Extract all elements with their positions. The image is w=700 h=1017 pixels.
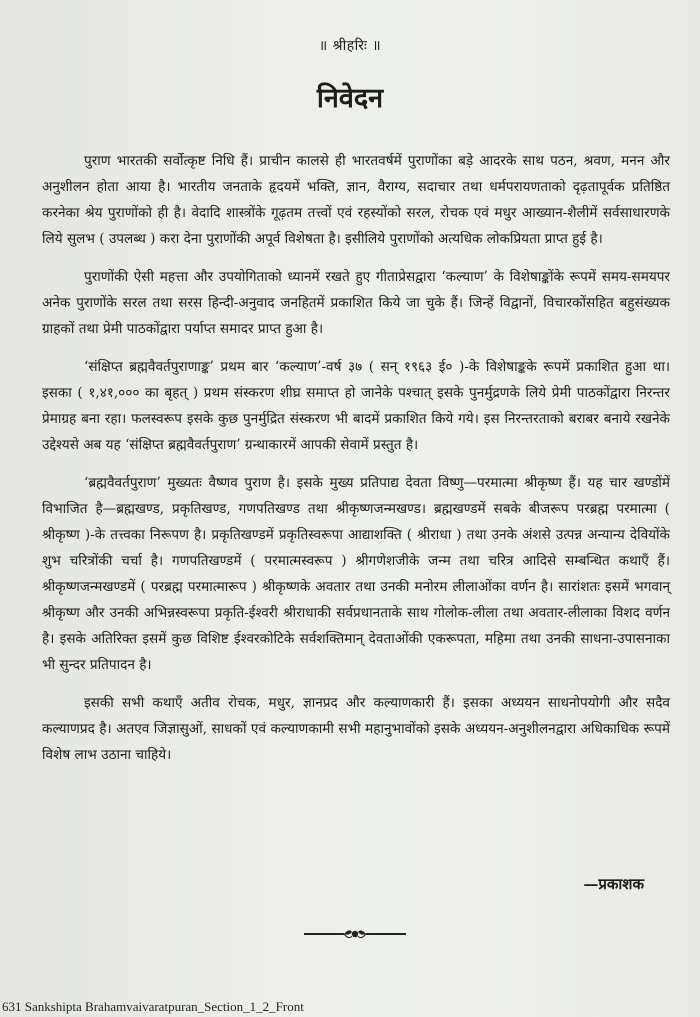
page-title: निवेदन [316,83,384,114]
paragraph: इसकी सभी कथाएँ अतीव रोचक, मधुर, ज्ञानप्रद और कल्याणकारी हैं। इसका अध्ययन साधनोपयोगी और सदैव कल्याणप्रद है। अतएव जिज्ञासुओं, साधकों एवं कल्याणकामी सभी महानुभावोंको इसके अध्ययन-अनुशीलनद्वारा अधिकाधिक रूपमें विशेष लाभ उठाना चाहिये। [42,695,670,763]
file-caption: 631 Sankshipta Brahamvaivaratpuran_Section_1_2_Front [2,999,304,1014]
publisher-signature: —प्रकाशक [583,875,644,893]
ornament-divider-icon [300,922,410,946]
paragraph: ‘ब्रह्मवैवर्तपुराण’ मुख्यतः वैष्णव पुराण है। इसके मुख्य प्रतिपाद्य देवता विष्णु—परमात्मा श्रीकृष्ण हैं। यह चार खण्डोंमें विभाजित है—ब्रह्मखण्ड, प्रकृतिखण्ड, गणपतिखण्ड तथा श्रीकृष्णजन्मखण्ड। ब्रह्मखण्डमें सबके बीजरूप परब्रह्म परमात्मा ( श्रीकृष्ण )-के तत्त्वका निरूपण है। प्रकृतिखण्डमें प्रकृतिस्वरूपा आद्याशक्ति ( श्रीराधा ) तथा उनके अंशसे उत्पन्न अन्यान्य देवियोंके शुभ चरित्रोंकी चर्चा है। गणपतिखण्डमें ( परमात्मस्वरूप ) श्रीगणेशजीके जन्म तथा चरित्र आदिसे सम्बन्धित कथाएँ हैं। श्रीकृष्णजन्मखण्डमें ( परब्रह्म परमात्मारूप ) श्रीकृष्णके अवतार तथा उनकी मनोरम लीलाओंका वर्णन है। सारांशतः इसमें भगवान् श्रीकृष्ण और उनकी अभिन्नस्वरूपा प्रकृति-ईश्वरी श्रीराधाकी सर्वप्रधानताके साथ गोलोक-लीला तथा अवतार-लीलाका विशद वर्णन है। इसके अतिरिक्त इसमें कुछ विशिष्ट ईश्वरकोटिके सर्वशक्तिमान् देवताओंकी एकरूपता, महिमा तथा उनकी साधना-उपासनाका भी सुन्दर प्रतिपादन है। [42,475,670,673]
invocation: ॥ श्रीहरिः ॥ [318,38,382,54]
paragraph: पुराण भारतकी सर्वोत्कृष्ट निधि हैं। प्राचीन कालसे ही भारतवर्षमें पुराणोंका बड़े आदरके साथ पठन, श्रवण, मनन और अनुशीलन होता आया है। भारतीय जनताके हृदयमें भक्ति, ज्ञान, वैराग्य, सदाचार तथा धर्मपरायणताको दृढ़तापूर्वक प्रतिष्ठित करनेका श्रेय पुराणोंको ही है। वेदादि शास्त्रोंके गूढ़तम तत्त्वों एवं रहस्योंको सरल, रोचक एवं मधुर आख्यान-शैलीमें सर्वसाधारणके लिये सुलभ ( उपलब्ध ) करा देना पुराणोंकी अपूर्व विशेषता है। इसीलिये पुराणोंको अत्यधिक लोकप्रियता प्राप्त हुई है। [42,153,670,247]
page-body [42,148,670,780]
paragraph: ‘संक्षिप्त ब्रह्मवैवर्तपुराणाङ्क’ प्रथम बार ‘कल्याण’-वर्ष ३७ ( सन् १९६३ ई० )-के विशेषाङ्कके रूपमें प्रकाशित हुआ था। इसका ( १,४१,००० का बृहत् ) प्रथम संस्करण शीघ्र समाप्त हो जानेके पश्चात् इसके पुनर्मुद्रणके लिये प्रेमी पाठकोंद्वारा निरन्तर प्रेमाग्रह बना रहा। फलस्वरूप इसके कुछ पुनर्मुद्रित संस्करण भी बादमें प्रकाशित किये गये। इस निरन्तरताको बराबर बनाये रखनेके उद्देश्यसे अब यह ‘संक्षिप्त ब्रह्मवैवर्तपुराण’ ग्रन्थाकारमें आपकी सेवामें प्रस्तुत है। [42,359,670,453]
paragraph: पुराणोंकी ऐसी महत्ता और उपयोगिताको ध्यानमें रखते हुए गीताप्रेसद्वारा ‘कल्याण’ के विशेषाङ्कोंके रूपमें समय-समयपर अनेक पुराणोंके सरल तथा सरस हिन्दी-अनुवाद जनहितमें प्रकाशित किये जा चुके हैं। जिन्हें विद्वानों, विचारकोंसहित बहुसंख्यक ग्राहकों तथा प्रेमी पाठकोंद्वारा पर्याप्त समादर प्राप्त हुआ है। [42,269,670,337]
